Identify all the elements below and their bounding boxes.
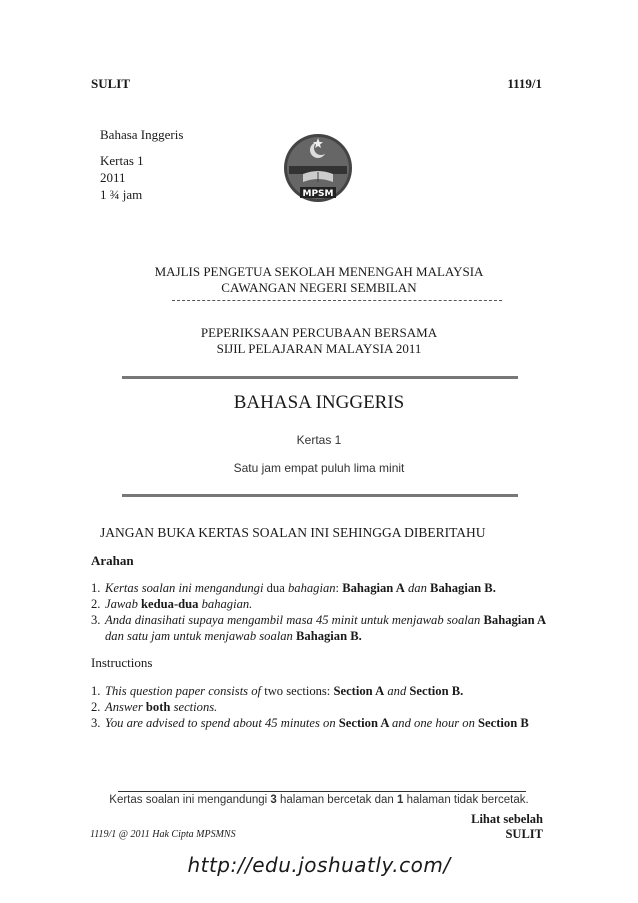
duration-text: Satu jam empat puluh lima minit [233,461,405,475]
footer-divider [118,791,526,792]
instructions-list [91,683,561,731]
exam-title [0,325,638,357]
list-item: 3. You are advised to spend about 45 minutes on Section A and one hour on Section B [91,716,529,730]
top-bar-divider [122,376,518,379]
paper-label: Kertas 1 [296,433,342,447]
org-line2: CAWANGAN NEGERI SEMBILAN [221,280,417,295]
source-url-link[interactable]: http://edu.joshuatly.com/ [187,853,451,877]
paper-meta [100,126,183,203]
exam-line2: SIJIL PELAJARAN MALAYSIA 2011 [216,341,422,356]
meta-duration: 1 ¾ jam [100,187,143,202]
header-paper-code: 1119/1 [507,76,542,91]
org-line1: MAJLIS PENGETUA SEKOLAH MENENGAH MALAYSIA [154,264,484,279]
meta-year: 2011 [100,170,126,185]
list-item: 1. Kertas soalan ini mengandungi dua bahagian: Bahagian A dan Bahagian B. [91,581,496,595]
list-item: 1. This question paper consists of two sections: Section A and Section B. [91,684,464,698]
lihat-sebelah: Lihat sebelah [471,812,543,826]
mpsm-seal-icon [283,132,353,208]
subject-title: BAHASA INGGERIS [233,392,405,413]
dashed-divider [172,300,502,301]
turn-over-note [471,812,543,842]
list-item: 2. Answer both sections. [91,700,218,714]
copyright-text: 1119/1 @ 2011 Hak Cipta MPSMNS [90,829,236,840]
page-count-note: Kertas soalan ini mengandungi 3 halaman bercetak dan 1 halaman tidak bercetak. [109,794,529,806]
header-sulit: SULIT [91,76,131,91]
instructions-heading: Instructions [91,655,153,670]
list-item: 2. Jawab kedua-dua bahagian. [91,597,253,611]
meta-paper: Kertas 1 [100,153,144,168]
list-item: 3. Anda dinasihati supaya mengambil masa 45 minit untuk menjawab soalan Bahagian A dan satu jam untuk menjawab soalan Bahagian B. [91,613,546,643]
meta-subject: Bahasa Inggeris [100,127,184,142]
arahan-list [91,580,561,644]
bottom-bar-divider [122,494,518,497]
organization [0,264,638,296]
warning-text: JANGAN BUKA KERTAS SOALAN INI SEHINGGA DIBERITAHU [100,525,486,540]
logo-text: MPSM [302,189,334,199]
footer-sulit: SULIT [505,827,543,841]
arahan-heading: Arahan [91,553,134,568]
exam-line1: PEPERIKSAAN PERCUBAAN BERSAMA [200,325,438,340]
